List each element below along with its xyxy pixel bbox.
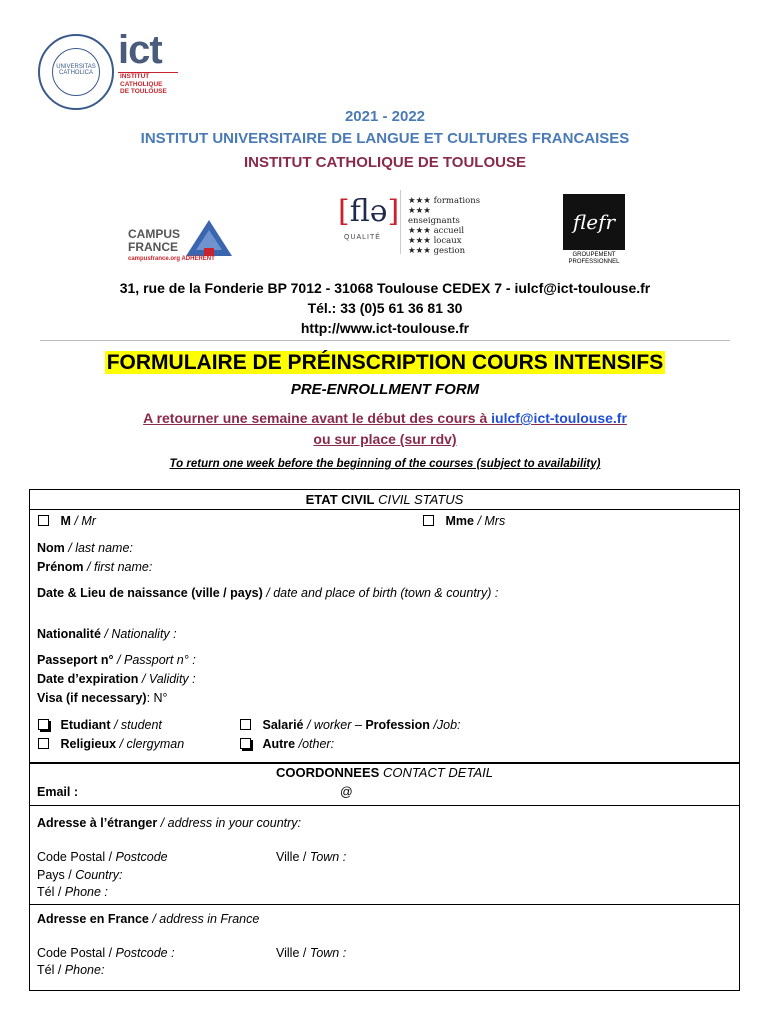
expiration-field[interactable]: Date d’expiration / Validity :	[37, 672, 196, 686]
country-field[interactable]: Pays / Country:	[37, 868, 123, 882]
form-subtitle: PRE-ENROLLMENT FORM	[290, 381, 480, 398]
phone-france-field[interactable]: Tél / Phone:	[37, 963, 105, 977]
contact-detail-heading: COORDONNEES CONTACT DETAIL	[276, 765, 493, 780]
birth-field[interactable]: Date & Lieu de naissance (ville / pays) / date and place of birth (town & country) :	[37, 586, 499, 600]
town-abroad-field[interactable]: Ville / Town :	[276, 850, 347, 864]
phone-abroad-field[interactable]: Tél / Phone :	[37, 885, 108, 899]
mr-option[interactable]: M / Mr	[38, 514, 96, 528]
postcode-france-field[interactable]: Code Postal / Postcode :	[37, 946, 175, 960]
institute-subtitle: INSTITUT CATHOLIQUE DE TOULOUSE	[244, 154, 526, 171]
ict-logo: ict	[118, 28, 162, 72]
campus-france-triangle-icon	[184, 218, 234, 258]
return-instructions-en: To return one week before the beginning of the courses (subject to availability)	[169, 458, 601, 470]
form-title: FORMULAIRE DE PRÉINSCRIPTION COURS INTENSIFS	[106, 351, 664, 374]
first-name-field[interactable]: Prénom / first name:	[37, 560, 153, 574]
other-checkbox[interactable]	[240, 738, 251, 749]
ict-logo-subtitle: INSTITUT CATHOLIQUE DE TOULOUSE	[120, 73, 167, 95]
return-instructions: A retourner une semaine avant le début des cours à iulcf@ict-toulouse.fr	[143, 410, 627, 426]
student-option[interactable]: Etudiant / student	[38, 718, 162, 732]
return-instructions-2: ou sur place (sur rdv)	[313, 431, 457, 447]
contact-detail-section	[29, 763, 740, 991]
student-checkbox[interactable]	[38, 719, 49, 730]
worker-checkbox[interactable]	[240, 719, 251, 730]
email-field[interactable]: Email :	[37, 785, 78, 799]
civil-status-section	[29, 489, 740, 763]
visa-field[interactable]: Visa (if necessary): N°	[37, 691, 168, 705]
other-option[interactable]: Autre /other:	[240, 737, 334, 751]
institute-title: INSTITUT UNIVERSITAIRE DE LANGUE ET CULTURES FRANCAISES	[140, 130, 630, 147]
mme-option[interactable]: Mme / Mrs	[423, 514, 505, 528]
website-link[interactable]: http://www.ict-toulouse.fr	[300, 320, 470, 336]
clergyman-checkbox[interactable]	[38, 738, 49, 749]
phone-number: Tél.: 33 (0)5 61 36 81 30	[307, 300, 463, 316]
abroad-address-field[interactable]: Adresse à l’étranger / address in your country:	[37, 816, 302, 830]
civil-status-heading: ETAT CIVIL CIVIL STATUS	[305, 492, 464, 507]
clergyman-option[interactable]: Religieux / clergyman	[38, 737, 184, 751]
flefr-logo: flefr GROUPEMENT PROFESSIONNEL	[563, 194, 625, 266]
mr-checkbox[interactable]	[38, 515, 49, 526]
divider	[40, 340, 730, 341]
at-sign: @	[340, 785, 353, 799]
fle-quality-logo: [flə] QUALITÉ ★★★ formations ★★★ enseignants ★★★ accueil ★★★ locaux ★★★ gestion	[332, 186, 482, 270]
last-name-field[interactable]: Nom / last name:	[37, 541, 133, 555]
campus-france-logo: CAMPUS FRANCE campusfrance.org ADHERENT	[128, 216, 238, 266]
nationality-field[interactable]: Nationalité / Nationality :	[37, 627, 177, 641]
mme-checkbox[interactable]	[423, 515, 434, 526]
passport-field[interactable]: Passeport n° / Passport n° :	[37, 653, 196, 667]
town-france-field[interactable]: Ville / Town :	[276, 946, 347, 960]
ict-seal-logo: UNIVERSITAS CATHOLICA	[38, 34, 114, 110]
france-address-field[interactable]: Adresse en France / address in France	[37, 912, 260, 926]
postcode-abroad-field[interactable]: Code Postal / Postcode	[37, 850, 168, 864]
worker-option[interactable]: Salarié / worker – Profession /Job:	[240, 718, 461, 732]
postal-address: 31, rue de la Fonderie BP 7012 - 31068 Toulouse CEDEX 7 - iulcf@ict-toulouse.fr	[119, 280, 651, 296]
academic-year: 2021 - 2022	[344, 108, 426, 125]
return-email-link[interactable]: iulcf@ict-toulouse.fr	[491, 410, 627, 426]
